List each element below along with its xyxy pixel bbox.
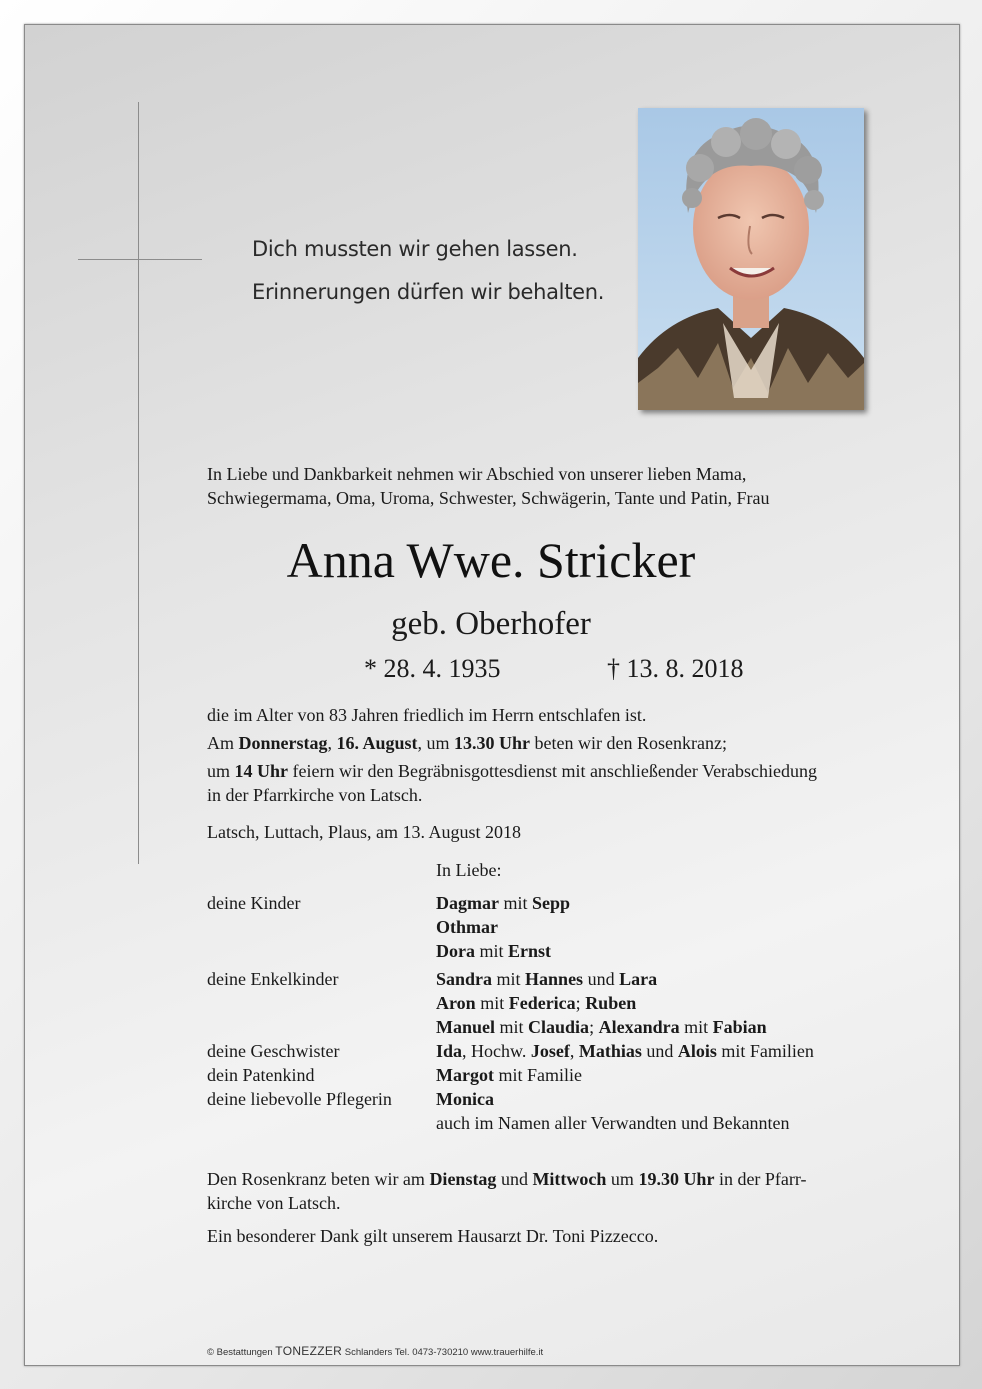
family-names: Ida, Hochw. Josef, Mathias und Alois mit Familien [436,1041,814,1061]
motto [252,228,604,314]
cross-horizontal-bar [78,259,202,260]
announcement-line: die im Alter von 83 Jahren friedlich im Herrn entschlafen ist. [207,705,647,725]
death-date: † 13. 8. 2018 [607,654,744,683]
family-names: Margot mit Familie [436,1065,582,1085]
announcement-text [207,703,817,807]
announcement-line: in der Pfarrkirche von Latsch. [207,785,423,805]
family-names: Sandra mit Hannes und Lara Aron mit Federica; Ruben Manuel mit Claudia; Alexandra mit Fabian [436,969,767,1037]
cross-vertical-bar [138,102,139,864]
portrait-photo [638,108,864,410]
in-liebe-heading: In Liebe: [436,860,502,880]
place-and-date: Latsch, Luttach, Plaus, am 13. August 2018 [207,822,521,842]
family-relation-label: deine Kinder [207,893,301,913]
family-group-geschwister [207,1039,814,1063]
family-relation-label: deine Enkelkinder [207,969,339,989]
family-list [207,891,814,1135]
family-closing-row [207,1111,814,1135]
intro-text [207,462,770,510]
family-group-pflegerin [207,1087,814,1111]
motto-line: Erinnerungen dürfen wir behalten. [252,280,605,304]
family-group-enkel [207,967,814,1039]
family-group-patenkind [207,1063,814,1087]
motto-line: Dich mussten wir gehen lassen. [252,237,578,261]
rosary-line: Den Rosenkranz beten wir am Dienstag und Mittwoch um 19.30 Uhr in der Pfarr- [207,1169,807,1189]
intro-line: Schwiegermama, Oma, Uroma, Schwester, Schwägerin, Tante und Patin, Frau [207,488,770,508]
intro-line: In Liebe und Dankbarkeit nehmen wir Abschied von unserer lieben Mama, [207,464,747,484]
family-closing: auch im Namen aller Verwandten und Bekannten [436,1113,790,1133]
thanks-note: Ein besonderer Dank gilt unserem Hausarzt Dr. Toni Pizzecco. [207,1226,659,1246]
rosary-line: kirche von Latsch. [207,1193,341,1213]
family-relation-label: dein Patenkind [207,1065,315,1085]
family-names: Monica [436,1089,494,1109]
family-group-kinder [207,891,814,963]
announcement-line: um 14 Uhr feiern wir den Begräbnisgottesdienst mit anschließender Verabschiedung [207,761,818,781]
family-relation-label: deine liebevolle Pflegerin [207,1089,392,1109]
funeral-home-brand: TONEZZER [275,1344,343,1358]
family-names: Dagmar mit Sepp Othmar Dora mit Ernst [436,893,571,961]
birth-date: * 28. 4. 1935 [364,654,501,683]
maiden-name: geb. Oberhofer [391,606,591,642]
family-relation-label: deine Geschwister [207,1041,340,1061]
announcement-line: Am Donnerstag, 16. August, um 13.30 Uhr beten wir den Rosenkranz; [207,733,727,753]
rosary-notice [207,1167,807,1215]
deceased-name: Anna Wwe. Stricker [286,532,696,588]
footer-credit: © Bestattungen TONEZZER Schlanders Tel. 0473-730210 www.trauerhilfe.it [207,1344,544,1358]
